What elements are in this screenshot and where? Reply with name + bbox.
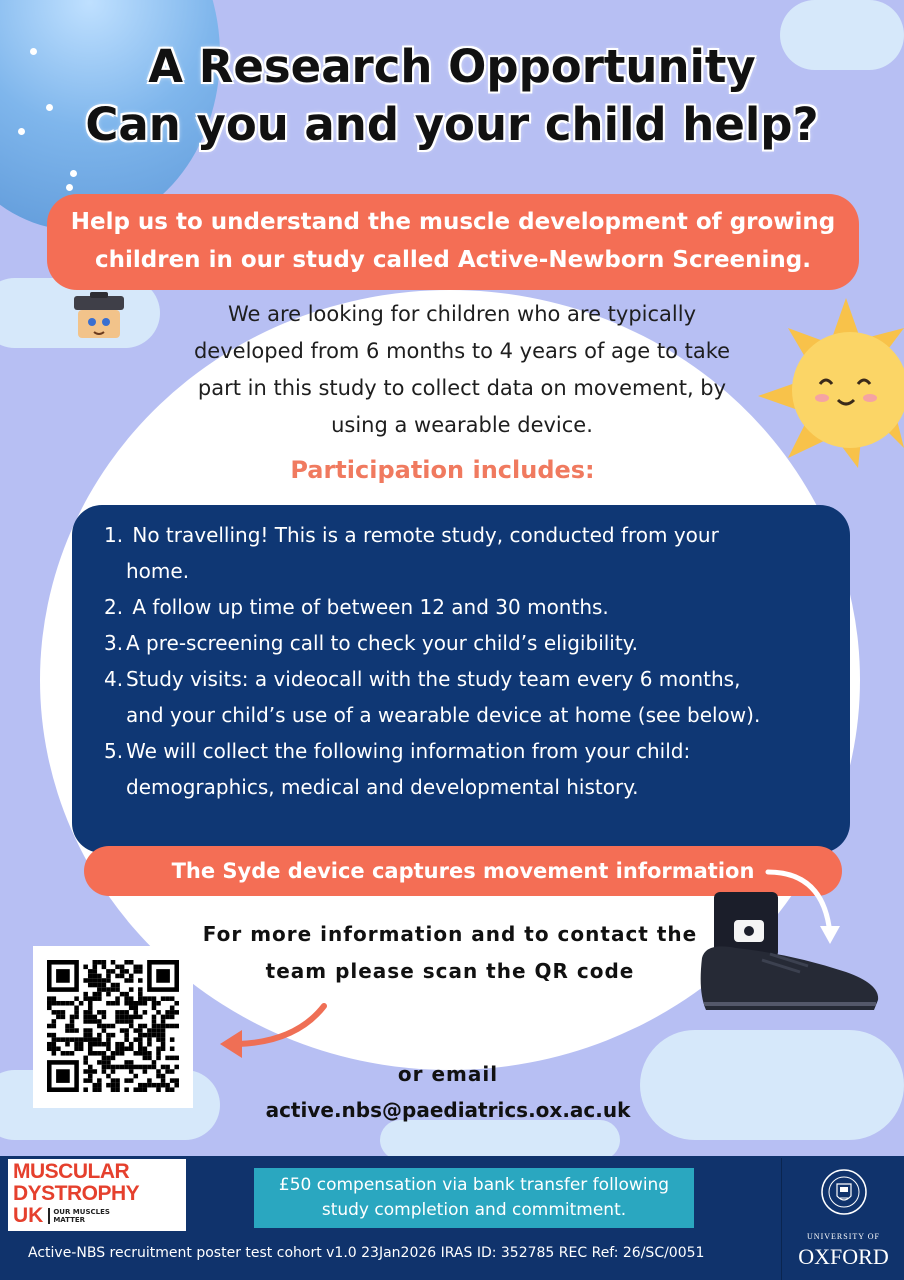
list-item	[104, 517, 840, 589]
study-banner-line: Help us to understand the muscle development of growing	[70, 209, 836, 235]
oxford-logo-text: UNIVERSITY OF	[807, 1232, 880, 1241]
intro-line: developed from 6 months to 4 years of age to take	[193, 339, 731, 363]
list-item-text: We will collect the following information from your child:	[126, 739, 691, 763]
participation-heading: Participation includes:	[290, 456, 595, 484]
sun-face-icon	[758, 298, 904, 468]
list-item-number: 2.	[104, 595, 124, 619]
list-item-text: and your child’s use of a wearable device at home (see below).	[126, 703, 761, 727]
contact-line: team please scan the QR code	[265, 959, 635, 983]
list-item-number: 1.	[104, 523, 124, 547]
list-item-text: demographics, medical and developmental history.	[126, 775, 639, 799]
mduk-logo-line: DYSTROPHY	[13, 1182, 140, 1205]
list-item	[104, 589, 840, 625]
list-item	[104, 661, 840, 733]
study-banner-line: children in our study called Active-Newborn Screening.	[95, 247, 811, 273]
intro-line: using a wearable device.	[331, 413, 593, 437]
reference-text: Active-NBS recruitment poster test cohort v1.0 23Jan2026 IRAS ID: 352785 REC Ref: 26/SC/0051	[28, 1245, 705, 1261]
list-item-text: Study visits: a videocall with the study team every 6 months,	[126, 667, 741, 691]
intro-text	[150, 296, 774, 444]
title-line: Can you and your child help?	[85, 98, 819, 151]
mduk-tagline-line: MATTER	[53, 1216, 86, 1224]
list-item	[104, 733, 840, 805]
cloud-icon	[380, 1120, 620, 1160]
oxford-logo-name: OXFORD	[798, 1244, 889, 1269]
compensation-line: study completion and commitment.	[321, 1200, 627, 1220]
contact-text	[190, 916, 710, 990]
list-item-text: A follow up time of between 12 and 30 months.	[126, 595, 609, 619]
oxford-logo	[781, 1158, 904, 1280]
list-item-number: 3.	[104, 631, 124, 655]
list-item-text: No travelling! This is a remote study, conducted from your	[126, 523, 719, 547]
list-item	[104, 625, 840, 661]
muscular-dystrophy-uk-logo	[8, 1159, 186, 1231]
arrow-to-qr-icon	[216, 1000, 332, 1060]
balloon-dot	[66, 184, 73, 191]
contact-email-link[interactable]: active.nbs@paediatrics.ox.ac.uk	[265, 1098, 631, 1122]
list-item-number: 4.	[104, 667, 124, 691]
shoe-with-device-icon	[696, 892, 886, 1016]
or-email-label: or email	[397, 1062, 499, 1086]
title-line: A Research Opportunity	[148, 40, 756, 93]
device-banner: The Syde device captures movement information	[84, 846, 842, 896]
mduk-tagline	[48, 1208, 110, 1224]
compensation-line: £50 compensation via bank transfer following	[278, 1175, 670, 1195]
toy-jar-icon	[72, 292, 126, 342]
study-banner	[47, 194, 859, 290]
participation-list	[104, 517, 840, 805]
oxford-crest-icon	[820, 1166, 868, 1222]
list-item-text: A pre-screening call to check your child’s eligibility.	[126, 631, 639, 655]
mduk-logo-line: UK	[13, 1204, 44, 1227]
intro-line: part in this study to collect data on movement, by	[197, 376, 727, 400]
compensation-notice	[254, 1168, 694, 1228]
page-title	[0, 38, 904, 154]
mduk-logo-line: MUSCULAR	[13, 1160, 130, 1183]
mduk-tagline-line: OUR MUSCLES	[53, 1208, 110, 1216]
list-item-number: 5.	[104, 739, 124, 763]
intro-line: We are looking for children who are typically	[227, 302, 697, 326]
contact-line: For more information and to contact the	[202, 922, 698, 946]
balloon-dot	[70, 170, 77, 177]
list-item-text: home.	[126, 559, 190, 583]
